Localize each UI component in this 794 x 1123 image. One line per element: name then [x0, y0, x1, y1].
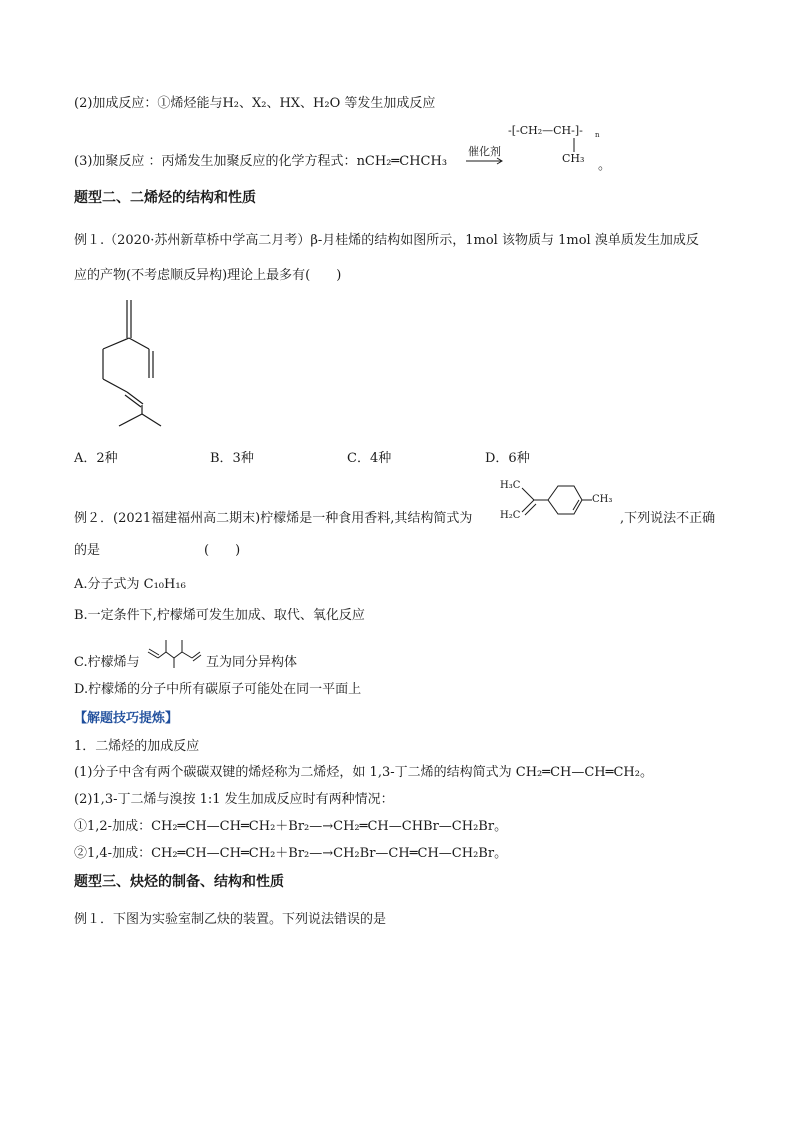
- reaction-arrow: [466, 157, 506, 165]
- ex2-line1-b: ,下列说法不正确: [620, 511, 716, 526]
- ex1-line2: 应的产物(不考虑顺反异构)理论上最多有( ): [74, 268, 342, 283]
- catalyst-label: 催化剂: [468, 145, 501, 158]
- ex1-option-b[interactable]: B．3种: [210, 451, 254, 466]
- propene-formula: nCH₂═CHCH₃: [356, 154, 448, 169]
- addition-prefix: (2)加成反应：: [74, 96, 158, 111]
- polymer-main-chain: -[-CH₂—CH-]-: [508, 124, 583, 137]
- tips-r1: ①1,2-加成：CH₂═CH—CH═CH₂＋Br₂—→CH₂═CH—CHBr—CH₂Br。: [74, 819, 508, 834]
- tips-r2: ②1,4-加成：CH₂═CH—CH═CH₂＋Br₂—→CH₂Br—CH═CH—CH₂Br。: [74, 846, 508, 861]
- ex2-option-b[interactable]: B.一定条件下,柠檬烯可发生加成、取代、氧化反应: [74, 608, 365, 623]
- addition-reaction-line: [74, 96, 435, 112]
- circled-one: ①: [157, 96, 171, 111]
- limonene-h3c: H₃C: [500, 480, 521, 491]
- myrcene-structure: [95, 296, 165, 432]
- tips-title: 【解题技巧提炼】: [74, 711, 179, 726]
- ex1-option-d[interactable]: D．6种: [485, 451, 530, 466]
- addition-text: 烯烃能与H₂、X₂、HX、H₂O 等发生加成反应: [170, 96, 436, 111]
- section2-title: 题型二、二烯烃的结构和性质: [74, 190, 256, 206]
- isomer-structure: [146, 636, 202, 670]
- polymer-ch3: CH₃: [562, 152, 585, 165]
- ex3-line1: 例１．下图为实验室制乙炔的装置。下列说法错误的是: [74, 912, 387, 927]
- limonene-structure: [522, 480, 594, 522]
- polymerization-prefix: (3)加聚反应 ：丙烯发生加聚反应的化学方程式：: [74, 154, 357, 169]
- limonene-ch3: CH₃: [592, 494, 613, 505]
- tips-item1: 1．二烯烃的加成反应: [74, 739, 200, 754]
- polymer-period: 。: [598, 158, 612, 173]
- section3-title: 题型三、炔烃的制备、结构和性质: [74, 874, 284, 890]
- limonene-h2c: H₂C: [500, 510, 521, 521]
- ex2-option-a[interactable]: A.分子式为 C₁₀H₁₆: [74, 577, 186, 592]
- ex2-option-d[interactable]: D.柠檬烯的分子中所有碳原子可能处在同一平面上: [74, 682, 362, 697]
- polymerization-line: [74, 154, 447, 170]
- ex1-line1: 例１.（2020·苏州新草桥中学高二月考）β-月桂烯的结构如图所示，1mol 该物质与 1mol 溴单质发生加成反: [74, 233, 699, 248]
- ex1-option-a[interactable]: A．2种: [74, 451, 118, 466]
- polymer-n: n: [595, 131, 600, 139]
- ex2-option-c-b[interactable]: 互为同分异构体: [206, 655, 298, 670]
- ex2-line2: 的是 ( ): [74, 543, 241, 558]
- ex2-line1-a: 例２．(2021福建福州高二期末)柠檬烯是一种食用香料,其结构简式为: [74, 511, 473, 526]
- tips-p1: (1)分子中含有两个碳碳双键的烯烃称为二烯烃，如 1,3-丁二烯的结构简式为 CH₂═CH—CH═CH₂。: [74, 765, 653, 780]
- ex1-option-c[interactable]: C．4种: [347, 451, 392, 466]
- ex2-option-c-a[interactable]: C.柠檬烯与: [74, 655, 140, 670]
- tips-p2: (2)1,3-丁二烯与溴按 1:1 发生加成反应时有两种情况：: [74, 792, 394, 807]
